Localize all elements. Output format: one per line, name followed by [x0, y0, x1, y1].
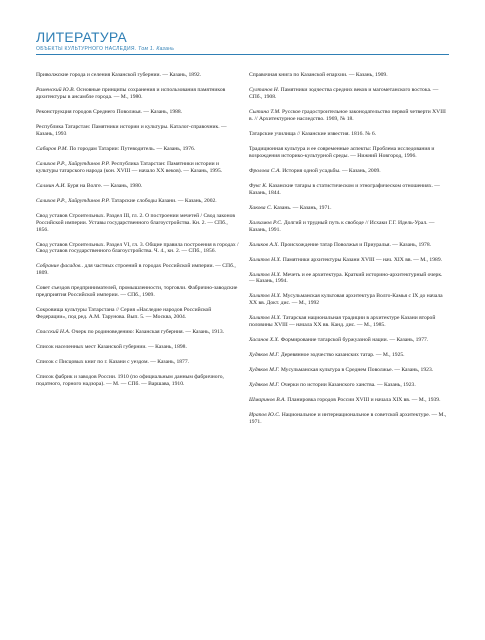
entry-text: История одной усадьбы. — Казань, 2009.	[280, 167, 381, 174]
entry-author: Ирапов Ю.С.	[249, 412, 281, 419]
entry-text: Памятники архитектуры Казани XVIII — нач. XIX вв. — М., 1989.	[281, 256, 443, 263]
entry-text: Татарские училища // Казанские известия. 1816. № 6.	[249, 130, 377, 137]
bibliography-entry	[249, 131, 449, 138]
bibliography-entry	[36, 198, 240, 205]
entry-text: Казанские татары в статистическом и этнографическом отношениях. — Казань, 1844.	[249, 182, 440, 196]
bibliography-entry	[36, 374, 240, 388]
entry-text: Татарские слободы Казани. — Казань, 2002.	[109, 197, 217, 204]
left-column	[36, 72, 240, 396]
bibliography-entry	[249, 168, 449, 175]
bibliography-entry	[36, 109, 240, 116]
entry-author: Султанов Н.	[249, 87, 280, 93]
entry-text: Республика Татарстан: Памятники истории и культуры. Каталог-справочник. — Казань, 1993	[36, 123, 227, 137]
page-subtitle	[36, 46, 449, 52]
entry-text: Происхождение татар Поволжья и Приуралья. — Казань, 1978.	[279, 241, 432, 248]
bibliography-entry	[36, 124, 240, 138]
entry-text: Мусульманская культовая архитектура Волго-Камья с IX до начала XX вв. Докт. дис. — М., 1992	[249, 293, 443, 307]
entry-author: Халитов Н.Х.	[249, 293, 282, 300]
bibliography-entry	[36, 307, 240, 321]
bibliography-entry	[36, 183, 240, 190]
entry-author: Салихов Р.Р., Хайрутдинов Р.Р.	[36, 160, 110, 167]
entry-author: Халиков А.Х.	[249, 241, 280, 248]
bibliography-entry	[249, 183, 449, 197]
entry-text: Справочная книга по Казанской епархии. — Казань, 1909.	[249, 72, 388, 78]
entry-author: Шмаринов В.А.	[249, 397, 286, 404]
entry-text: для частных строений в городах Российской империи. — СПб., 1809.	[36, 263, 236, 277]
entry-author: Салмин А.И.	[36, 182, 66, 189]
entry-text: Мечеть и ее архитектура. Краткий историно-архитектурный очерк. — Казань, 1994.	[249, 271, 443, 285]
entry-text: Традиционная культура и ее современные аспекты: Проблема исследования и возрождения историко-культурной среды. — Нижний Новгород, 1996.	[249, 145, 435, 159]
entry-text: Свод уставов Строительных. Раздел VI, гл. 3. Общие правила построения в городах / Свод уставов государственного благоустройства. Ч. 4., кн. 2. — СПб., 1856.	[36, 241, 239, 255]
entry-text: Деревянное зодчество казанских татар. — М., 1925.	[279, 352, 405, 359]
bibliography-entry	[249, 87, 449, 101]
entry-author: Халитов Н.Х.	[249, 315, 282, 322]
bibliography-entry	[249, 412, 449, 426]
bibliography-entry	[36, 87, 240, 101]
entry-author: Сабиров Р.М.	[36, 145, 68, 152]
entry-author: Халитов Н.Х.	[249, 256, 282, 263]
entry-author: Хасанов Х.Х.	[249, 337, 280, 344]
bibliography-entry	[36, 213, 240, 234]
bibliography-entry	[249, 397, 449, 404]
entry-text: Сокровища культуры Татарстана // Серия «Наследие народов Российской Федерации», под ред. А.М. Таруновa. Вып. 5. — Москва, 2004.	[36, 307, 212, 321]
right-column	[249, 72, 449, 434]
bibliography-entry	[36, 146, 240, 153]
bibliography-entry	[249, 382, 449, 389]
bibliography-entry	[249, 220, 449, 234]
bibliography-entry	[36, 72, 240, 79]
entry-text: Долгий и трудный путь к свободе // Исхаки Г.Г. Идель-Урал. — Казань, 1991.	[249, 219, 435, 233]
entry-text: Татарская национальная традиции в архитектуре Казани второй половины XVIII — начала XX вв. Канд. дис. — М., 1985.	[249, 315, 436, 329]
entry-author: Собрание фасадов..	[36, 263, 84, 270]
entry-author: Спасский Н.А.	[36, 329, 71, 336]
entry-text: Реконструкция городов Среднего Поволжья. — Казань, 1988.	[36, 108, 183, 115]
entry-text: Русское градостроительное законодательство первой четверти XVIII в. // Архитектурное наследство. 1969, № 18.	[249, 108, 446, 122]
entry-text: Совет съездов предпринимателей, промышленности, торговли. Фабрично-заводские предприятия Российской империи. — СПб., 1909.	[36, 285, 238, 299]
bibliography-entry	[36, 242, 240, 256]
entry-text: Основные принципы сохранения и использования памятников архитектуры в ансамбле города. — М., 1980.	[36, 87, 226, 100]
entry-text: Национальное и интернациональное в советской архитектуре. — М., 1971.	[249, 412, 447, 426]
subtitle-volume: Том 1. Казань	[138, 46, 175, 52]
entry-author: Сытина Т.М.	[249, 108, 281, 115]
entry-author: Халхамов Р.С.	[249, 219, 283, 226]
page-title: ЛИТЕРАТУРА	[36, 29, 127, 45]
entry-text: По городам Татарии: Путеводитель. — Казань, 1976.	[67, 145, 196, 152]
bibliography-entry	[249, 72, 449, 79]
page-header	[36, 30, 449, 55]
bibliography-entry	[249, 242, 449, 249]
bibliography-entry	[36, 329, 240, 336]
bibliography-entry	[249, 367, 449, 374]
bibliography-entry	[249, 257, 449, 264]
bibliography-entry	[36, 161, 240, 175]
entry-author: Халитов Н.Х.	[249, 271, 282, 278]
bibliography-entry	[249, 315, 449, 329]
entry-text: Список населенных мест Казанской губернии. — Казань, 1898.	[36, 344, 187, 351]
entry-author: Худяков М.Г.	[249, 367, 280, 374]
entry-text: Буря на Волге. — Казань, 1980.	[65, 182, 143, 189]
entry-text: Мусульманская культура в Среднем Поволжье. — Казань, 1923.	[279, 367, 434, 374]
entry-author: Салихов Р.Р., Хайрутдинов Р.Р.	[36, 197, 110, 204]
entry-author: Фролова С.А.	[249, 167, 281, 174]
entry-text: Казань. — Казань, 1971.	[272, 204, 332, 211]
bibliography-entry	[249, 109, 449, 123]
bibliography-entry	[36, 359, 240, 366]
subtitle-main: ОБЪЕКТЫ КУЛЬТУРНОГО НАСЛЕДИЯ.	[36, 46, 137, 52]
entry-author: Худяков М.Г.	[249, 382, 280, 389]
entry-text: Список фабрик и заводов России. 1910 (по официальным данным фабричного, податного, горного надзора). — М. — СПб. — Варшава, 1910.	[36, 374, 224, 388]
entry-author: Хакова С.	[249, 204, 273, 211]
bibliography-entry	[36, 263, 240, 277]
entry-text: Список с Писцовых книг по г. Казани с уездом. — Казань, 1877.	[36, 359, 190, 366]
entry-text: Памятники зодчества средних веков и магометанского востока. — СПб., 1908.	[249, 87, 439, 100]
entry-text: Очерк по родиноведению: Казанская губерния. — Казань, 1913.	[70, 329, 225, 336]
bibliography-entry	[36, 344, 240, 351]
entry-text: Приволжские города и селения Казанской губернии. — Казань, 1892.	[36, 72, 202, 78]
entry-author: Худяков М.Г.	[249, 352, 280, 359]
bibliography-entry	[249, 272, 449, 286]
entry-text: Очерки по истории Казанского ханства. — Казань, 1923.	[279, 382, 416, 389]
bibliography-entry	[249, 352, 449, 359]
entry-author: Раменский Ю.В.	[36, 87, 75, 93]
bibliography-entry	[249, 205, 449, 212]
bibliography-entry	[36, 285, 240, 299]
header-rule	[36, 54, 449, 55]
entry-text: Планировка городов России XVIII и начала XIX вв. — М., 1939.	[285, 397, 441, 404]
entry-text: Формирование татарской буржуазной нации. — Казань, 1977.	[279, 337, 429, 344]
bibliography-entry	[249, 146, 449, 160]
entry-text: Республика Татарстан: Памятники истории и культуры татарского народа (кон. XVIII — начало XX веков). — Казань, 1995.	[36, 160, 223, 174]
entry-author: Фукс К.	[249, 182, 268, 189]
bibliography-entry	[249, 337, 449, 344]
bibliography-entry	[249, 293, 449, 307]
entry-text: Свод уставов Строительных. Раздел III, гл. 2. О построении мечетей / Свод законов Российской империи. Уставы государственного благоустройства. Кн. 2. — СПб., 1856.	[36, 212, 236, 233]
